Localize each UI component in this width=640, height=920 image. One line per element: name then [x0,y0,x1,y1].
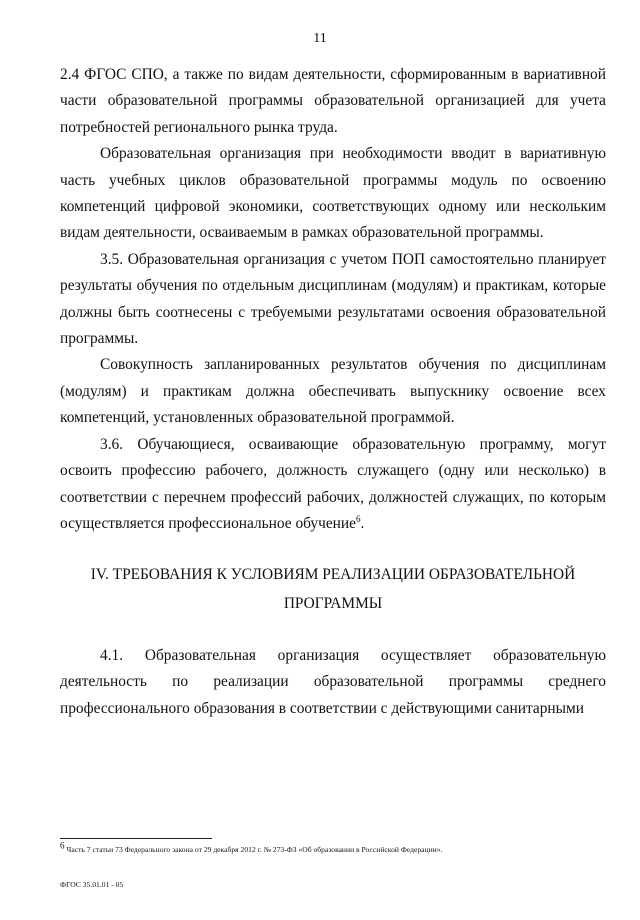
section-body [60,643,606,722]
footnote-separator [60,838,212,839]
paragraph-2-4-continuation: 2.4 ФГОС СПО, а также по видам деятельности, сформированным в вариативной части образовательной программы образовательной организацией для учета потребностей регионального рынка труда. [60,66,606,136]
body-text [60,62,606,537]
footnote-reference[interactable]: 6 [355,513,361,524]
paragraph-3-5: 3.5. Образовательная организация с учетом ПОП самостоятельно планирует результаты обучения по отдельным дисциплинам (модулям) и практикам, которые должны быть соотнесены с требуемыми результатами освоения образовательной программы. [60,250,606,348]
paragraph-3-6-text: 3.6. Обучающиеся, осваивающие образовательную программу, могут освоить профессию рабочего, должность служащего (одну или несколько) в соответствии с перечнем профессий рабочих, должностей служащих, по которым осуществляется профессиональное обучение [60,435,606,532]
section-heading [60,560,606,618]
footnote-text: Часть 7 статьи 73 Федерального закона от 29 декабря 2012 г. № 273-ФЗ «Об образовании в Российской Федерации». [64,845,443,854]
paragraph-3-6 [60,432,606,538]
document-code: ФГОС 35.01.01 - 05 [60,880,124,889]
footnote [60,840,620,855]
paragraph-3-6-end: . [360,514,365,532]
paragraph-variative-part: Образовательная организация при необходимости вводит в вариативную часть учебных циклов образовательной программы модуль по освоению компетенций цифровой экономики, соответствующих одному или нескольким видам деятельности, осваиваемым в рамках образовательной программы. [60,145,606,242]
footnote-marker: 6 [60,840,65,851]
paragraph-4-1: 4.1. Образовательная организация осуществляет образовательную деятельность по реализации образовательной программы среднего профессионального образования в соответствии с действующими санитарными [60,647,606,717]
paragraph-planned-results: Совокупность запланированных результатов обучения по дисциплинам (модулям) и практикам должна обеспечивать выпускнику освоение всех компетенций, установленных образовательной программой. [60,356,606,427]
page-number: 11 [313,31,327,46]
section-heading-line-1: IV. ТРЕБОВАНИЯ К УСЛОВИЯМ РЕАЛИЗАЦИИ ОБРАЗОВАТЕЛЬНОЙ [90,566,576,583]
section-heading-line-2: ПРОГРАММЫ [283,595,383,612]
